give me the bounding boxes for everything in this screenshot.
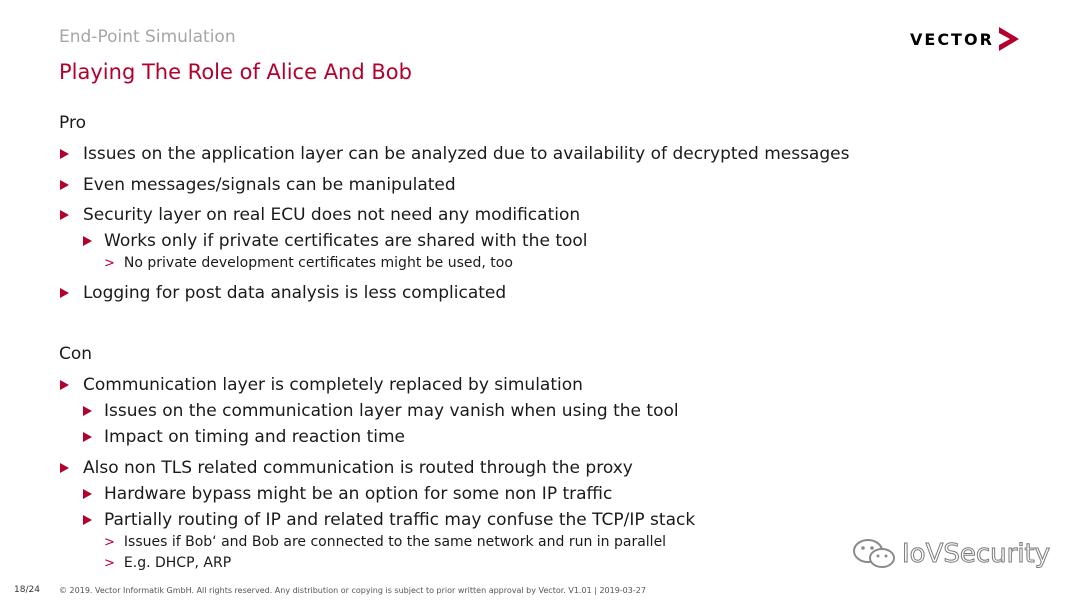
list-item-text: Also non TLS related communication is routed through the proxy <box>83 458 633 478</box>
watermark <box>850 536 1050 572</box>
list-item-text: Communication layer is completely replaced by simulation <box>83 375 583 395</box>
logo-chevron-icon <box>997 26 1021 52</box>
list-subitem-text: Works only if private certificates are shared with the tool <box>104 231 588 251</box>
bullet-triangle-icon <box>83 432 92 442</box>
slide-title: Playing The Role of Alice And Bob <box>59 60 412 84</box>
list-subitem <box>83 427 405 447</box>
list-item <box>60 283 506 303</box>
list-item <box>60 205 580 225</box>
wechat-icon <box>850 536 898 572</box>
list-subsubitem <box>104 255 513 271</box>
list-subsubitem <box>104 555 231 571</box>
list-item <box>60 144 849 164</box>
list-subsubitem <box>104 534 666 550</box>
list-item <box>60 458 633 478</box>
copyright-text: © 2019. Vector Informatik GmbH. All rights reserved. Any distribution or copying is subject to prior written approval by Vector. V1.01 | 2019-03-27 <box>59 586 646 595</box>
list-subsubitem-text: No private development certificates might be used, too <box>123 255 513 271</box>
list-item-text: Logging for post data analysis is less complicated <box>83 283 507 303</box>
page-number: 18/24 <box>14 585 40 595</box>
list-subitem-text: Hardware bypass might be an option for some non IP traffic <box>104 484 613 504</box>
watermark-text: IoVSecurity <box>902 539 1051 569</box>
bullet-triangle-icon <box>60 463 69 473</box>
logo-text: VECTOR <box>910 29 994 49</box>
list-subitem-text: Impact on timing and reaction time <box>104 427 406 447</box>
list-item-text: Even messages/signals can be manipulated <box>83 175 456 195</box>
bullet-triangle-icon <box>83 489 92 499</box>
list-subitem-text: Partially routing of IP and related traffic may confuse the TCP/IP stack <box>104 510 696 530</box>
bullet-triangle-icon <box>83 236 92 246</box>
bullet-triangle-icon <box>83 406 92 416</box>
list-subitem <box>83 231 588 251</box>
bullet-triangle-icon <box>60 180 69 190</box>
bullet-triangle-icon <box>83 515 92 525</box>
list-item-text: Issues on the application layer can be analyzed due to availability of decrypted messages <box>83 144 850 164</box>
list-subsubitem-text: Issues if Bob‘ and Bob are connected to the same network and run in parallel <box>123 534 667 550</box>
list-item <box>60 175 456 195</box>
slide-subtitle: End-Point Simulation <box>59 27 236 47</box>
list-subsubitem-text: E.g. DHCP, ARP <box>123 555 232 571</box>
con-heading: Con <box>59 344 93 364</box>
list-subitem <box>83 484 612 504</box>
bullet-triangle-icon <box>60 288 69 298</box>
chevron-right-icon: > <box>104 255 115 271</box>
bullet-triangle-icon <box>60 380 69 390</box>
bullet-triangle-icon <box>60 210 69 220</box>
list-subitem <box>83 401 679 421</box>
list-subitem <box>83 510 695 530</box>
list-item <box>60 375 583 395</box>
list-item-text: Security layer on real ECU does not need any modification <box>83 205 581 225</box>
bullet-triangle-icon <box>60 149 69 159</box>
list-subitem-text: Issues on the communication layer may vanish when using the tool <box>104 401 679 421</box>
chevron-right-icon: > <box>104 534 115 550</box>
vector-logo <box>910 26 1021 52</box>
chevron-right-icon: > <box>104 555 115 571</box>
pro-heading: Pro <box>59 113 86 133</box>
